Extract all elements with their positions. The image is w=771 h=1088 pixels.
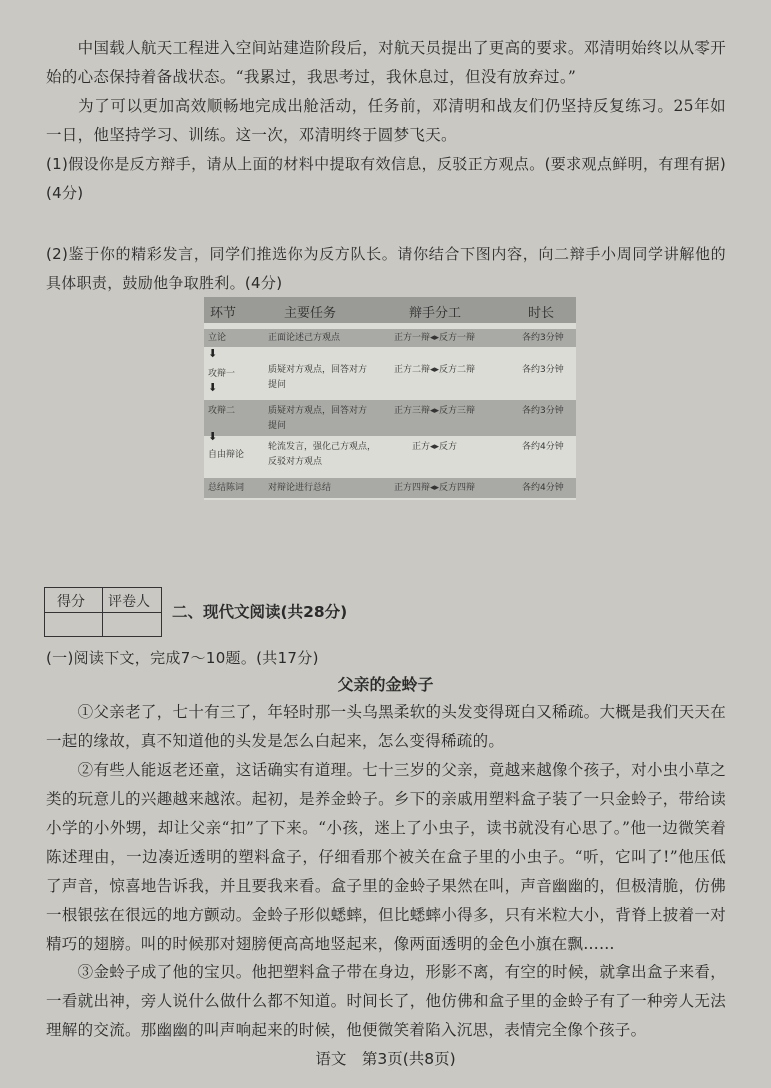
row-task: 质疑对方观点，回答对方提问 [268,365,368,390]
row-task: 轮流发言，强化己方观点，反驳对方观点 [268,442,377,467]
table-row [204,329,576,347]
section-title: 二、现代文阅读(共28分) [172,603,348,621]
down-arrow-icon: ⬇ [208,347,218,360]
row-time: 各约3分钟 [522,406,564,416]
header-division: 辩手分工 [409,306,462,321]
reading-intro: (一)阅读下文，完成7～10题。(共17分) [46,649,319,667]
table-row [204,438,576,474]
article-paragraph-3: ③金蛉子成了他的宝贝。他把塑料盒子带在身边，形影不离，有空的时候，就拿出盒子来看，一看就出神，旁人说什么做什么都不知道。时间长了，他仿佛和盒子里的金蛉子有了一种旁人无法理解的交流。那幽幽的叫声响起来的时候，他便微笑着陷入沉思，表情完全像个孩子。 [46,963,726,1039]
row-task: 正面论述己方观点 [268,333,341,343]
row-stage: 自由辩论 [208,450,245,460]
article-paragraph-2: ②有些人能返老还童，这话确实有道理。七十三岁的父亲，竟越来越像个孩子，对小虫小草之类的玩意儿的兴趣越来越浓。起初，是养金蛉子。乡下的亲戚用塑料盒子装了一只金蛉子，带给读小学的小外甥，却让父亲“扣”了下来。“小孩，迷上了小虫子，读书就没有心思了。”他一边微笑着陈述理由，一边凑近透明的塑料盒子，仔细看那个被关在盒子里的小虫子。“听，它叫了!”他压低了声音，惊喜地告诉我，并且要我来看。盒子里的金蛉子果然在叫，声音幽幽的，但极清脆，仿佛一根银弦在很远的地方颤动。金蛉子形似蟋蟀，但比蟋蟀小得多，只有米粒大小，背脊上披着一对精巧的翅膀。叫的时候那对翅膀便高高地竖起来，像两面透明的金色小旗在飘…… [46,761,726,953]
row-division: 正方◂▸反方 [412,442,458,452]
header-task: 主要任务 [284,306,337,321]
article-title: 父亲的金蛉子 [337,675,434,694]
question-2: (2)鉴于你的精彩发言，同学们推选你为反方队长。请你结合下图内容，向二辩手小周同学讲解他的具体职责，鼓励他争取胜利。(4分) [46,245,726,292]
row-task: 质疑对方观点，回答对方提问 [268,406,368,431]
article-paragraph-1: ①父亲老了，七十有三了，年轻时那一头乌黑柔软的头发变得斑白又稀疏。大概是我们天天在一起的缘故，真不知道他的头发是怎么白起来，怎么变得稀疏的。 [46,703,726,750]
row-stage: 总结陈词 [208,483,245,493]
row-time: 各约4分钟 [522,442,564,452]
header-time: 时长 [528,306,555,321]
score-box [44,587,162,637]
row-division: 正方四辩◂▸反方四辩 [394,483,476,493]
down-arrow-icon: ⬇ [208,430,218,443]
down-arrow-icon: ⬇ [208,381,218,394]
debate-table [204,297,576,500]
table-row [204,478,576,498]
row-time: 各约4分钟 [522,483,564,493]
paragraph-deng-1: 中国载人航天工程进入空间站建造阶段后，对航天员提出了更高的要求。邓清明始终以从零开始的心态保持着备战状态。“我累过，我思考过，我休息过，但没有放弃过。” [46,39,726,86]
row-division: 正方三辩◂▸反方三辩 [394,406,476,416]
row-time: 各约3分钟 [522,365,564,375]
page-footer: 语文 第3页(共8页) [315,1050,456,1068]
table-header [204,297,576,323]
table-row [204,361,576,395]
table-row [204,400,576,436]
row-task: 对辩论进行总结 [268,483,332,493]
row-stage: 攻辩一 [208,369,236,379]
question-1: (1)假设你是反方辩手，请从上面的材料中提取有效信息，反驳正方观点。(要求观点鲜明，有理有据)(4分) [46,155,726,202]
row-stage: 立论 [208,333,227,343]
grader-label: 评卷人 [108,594,150,610]
row-stage: 攻辩二 [208,406,236,416]
row-division: 正方一辩◂▸反方一辩 [394,333,476,343]
header-stage: 环节 [210,306,237,321]
row-division: 正方二辩◂▸反方二辩 [394,365,476,375]
paragraph-deng-2: 为了可以更加高效顺畅地完成出舱活动，任务前，邓清明和战友们仍坚持反复练习。25年如一日，他坚持学习、训练。这一次，邓清明终于圆梦飞天。 [46,97,726,144]
row-time: 各约3分钟 [522,333,564,343]
score-label: 得分 [57,594,85,610]
